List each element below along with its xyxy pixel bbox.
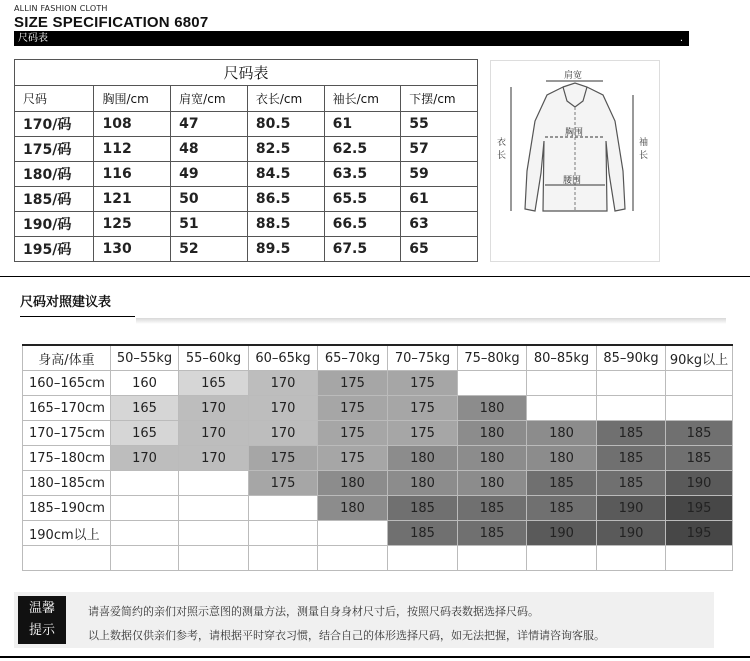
size-table-cell: 185/码 bbox=[15, 187, 94, 212]
size-table-caption: 尺码表 bbox=[15, 60, 478, 86]
empty-cell bbox=[458, 546, 527, 571]
recommendation-row bbox=[23, 446, 733, 471]
size-table bbox=[14, 59, 478, 262]
recommended-size-cell: 180 bbox=[318, 496, 388, 521]
size-table-cell: 55 bbox=[401, 112, 478, 137]
recommended-size-cell: 175 bbox=[388, 396, 458, 421]
recommended-size-cell: 170 bbox=[179, 396, 249, 421]
tip-line-1: 请喜爱简约的亲们对照示意图的测量方法，测量自身身材尺寸后，按照尺码表数据选择尺码。 bbox=[88, 605, 539, 618]
recommended-size-cell bbox=[111, 521, 179, 546]
size-table-cell: 50 bbox=[171, 187, 248, 212]
empty-cell bbox=[666, 546, 733, 571]
recommended-size-cell bbox=[527, 396, 597, 421]
recommended-size-cell: 170 bbox=[179, 421, 249, 446]
size-table-column-header: 尺码 bbox=[15, 86, 94, 112]
size-table-cell: 62.5 bbox=[324, 137, 401, 162]
tip-line-2: 以上数据仅供亲们参考，请根据平时穿衣习惯，结合自己的体形选择尺码，如无法把握，详情请咨询客服。 bbox=[88, 629, 605, 642]
size-table-column-header: 衣长/cm bbox=[247, 86, 324, 112]
size-table-cell: 61 bbox=[324, 112, 401, 137]
recommended-size-cell: 170 bbox=[111, 446, 179, 471]
recommendation-row bbox=[23, 396, 733, 421]
recommended-size-cell: 180 bbox=[527, 421, 597, 446]
size-table-cell: 63 bbox=[401, 212, 478, 237]
section-divider bbox=[0, 276, 750, 277]
recommended-size-cell: 165 bbox=[111, 421, 179, 446]
size-table-column-header: 袖长/cm bbox=[324, 86, 401, 112]
size-table-cell: 59 bbox=[401, 162, 478, 187]
empty-cell bbox=[179, 546, 249, 571]
recommended-size-cell: 175 bbox=[249, 446, 318, 471]
size-table-cell: 190/码 bbox=[15, 212, 94, 237]
recommended-size-cell: 175 bbox=[249, 471, 318, 496]
recommended-size-cell: 185 bbox=[666, 421, 733, 446]
size-table-cell: 180/码 bbox=[15, 162, 94, 187]
recommended-size-cell bbox=[111, 496, 179, 521]
recommendation-row-empty bbox=[23, 546, 733, 571]
size-table-cell: 65.5 bbox=[324, 187, 401, 212]
recommended-size-cell: 185 bbox=[527, 496, 597, 521]
page-title: SIZE SPECIFICATION 6807 bbox=[14, 14, 209, 31]
size-table-cell: 49 bbox=[171, 162, 248, 187]
size-table-cell: 170/码 bbox=[15, 112, 94, 137]
size-table-cell: 52 bbox=[171, 237, 248, 262]
recommended-size-cell bbox=[179, 521, 249, 546]
recommendation-title: 尺码对照建议表 bbox=[20, 295, 112, 310]
tips-badge bbox=[18, 596, 66, 644]
garment-diagram bbox=[490, 60, 660, 262]
recommended-size-cell: 160 bbox=[111, 371, 179, 396]
size-table-row bbox=[15, 112, 478, 137]
recommended-size-cell bbox=[666, 396, 733, 421]
recommended-size-cell: 185 bbox=[458, 521, 527, 546]
weight-header: 80–85kg bbox=[527, 345, 597, 371]
recommended-size-cell bbox=[249, 496, 318, 521]
recommended-size-cell: 180 bbox=[458, 446, 527, 471]
size-table-cell: 130 bbox=[94, 237, 171, 262]
size-table-cell: 108 bbox=[94, 112, 171, 137]
size-table-header bbox=[15, 86, 478, 112]
size-table-column-header: 肩宽/cm bbox=[171, 86, 248, 112]
recommended-size-cell bbox=[249, 521, 318, 546]
size-table-cell: 116 bbox=[94, 162, 171, 187]
weight-header: 55–60kg bbox=[179, 345, 249, 371]
tips-badge-line-2: 提示 bbox=[28, 623, 55, 638]
size-table-cell: 86.5 bbox=[247, 187, 324, 212]
size-table-cell: 67.5 bbox=[324, 237, 401, 262]
empty-cell bbox=[249, 546, 318, 571]
sleeve-label-1: 袖 bbox=[639, 138, 649, 148]
recommended-size-cell: 175 bbox=[388, 371, 458, 396]
recommended-size-cell: 190 bbox=[597, 521, 666, 546]
recommended-size-cell: 185 bbox=[597, 471, 666, 496]
recommendation-corner: 身高/体重 bbox=[23, 345, 111, 371]
recommendation-shadow bbox=[136, 318, 726, 324]
size-table-cell: 61 bbox=[401, 187, 478, 212]
brand-name: ALLIN FASHION CLOTH bbox=[14, 4, 108, 13]
recommended-size-cell: 190 bbox=[597, 496, 666, 521]
recommended-size-cell bbox=[666, 371, 733, 396]
height-label: 160–165cm bbox=[23, 371, 111, 396]
recommendation-row bbox=[23, 521, 733, 546]
recommended-size-cell: 175 bbox=[318, 421, 388, 446]
recommended-size-cell: 165 bbox=[111, 396, 179, 421]
waist-label: 腰围 bbox=[563, 176, 582, 186]
recommended-size-cell: 170 bbox=[249, 371, 318, 396]
height-label: 185–190cm bbox=[23, 496, 111, 521]
size-table-cell: 175/码 bbox=[15, 137, 94, 162]
recommended-size-cell: 185 bbox=[388, 496, 458, 521]
height-label: 165–170cm bbox=[23, 396, 111, 421]
size-table-cell: 51 bbox=[171, 212, 248, 237]
recommended-size-cell: 195 bbox=[666, 496, 733, 521]
recommended-size-cell: 180 bbox=[318, 471, 388, 496]
recommended-size-cell: 180 bbox=[458, 421, 527, 446]
recommended-size-cell: 175 bbox=[388, 421, 458, 446]
weight-header: 50–55kg bbox=[111, 345, 179, 371]
recommended-size-cell bbox=[527, 371, 597, 396]
height-label: 190cm以上 bbox=[23, 521, 111, 546]
jacket-illustration bbox=[491, 61, 659, 261]
length-label-2: 长 bbox=[497, 151, 507, 161]
recommendation-row bbox=[23, 496, 733, 521]
recommended-size-cell: 185 bbox=[597, 446, 666, 471]
section-bar bbox=[14, 32, 689, 46]
recommended-size-cell: 185 bbox=[666, 446, 733, 471]
weight-header: 60–65kg bbox=[249, 345, 318, 371]
recommendation-row bbox=[23, 371, 733, 396]
size-table-cell: 88.5 bbox=[247, 212, 324, 237]
size-table-row bbox=[15, 137, 478, 162]
section-bar-label: 尺码表 bbox=[18, 33, 48, 44]
sleeve-label-2: 长 bbox=[639, 151, 649, 161]
size-table-row bbox=[15, 212, 478, 237]
recommendation-underline bbox=[20, 316, 135, 317]
size-table-cell: 121 bbox=[94, 187, 171, 212]
recommended-size-cell: 190 bbox=[527, 521, 597, 546]
empty-cell bbox=[23, 546, 111, 571]
empty-cell bbox=[527, 546, 597, 571]
size-table-row bbox=[15, 162, 478, 187]
section-bar-dot: . bbox=[679, 33, 683, 44]
recommended-size-cell bbox=[318, 521, 388, 546]
recommended-size-cell: 180 bbox=[388, 446, 458, 471]
recommended-size-cell bbox=[597, 396, 666, 421]
size-table-cell: 89.5 bbox=[247, 237, 324, 262]
height-label: 180–185cm bbox=[23, 471, 111, 496]
recommended-size-cell: 180 bbox=[458, 471, 527, 496]
recommendation-header bbox=[23, 345, 733, 371]
recommended-size-cell: 175 bbox=[318, 446, 388, 471]
weight-header: 75–80kg bbox=[458, 345, 527, 371]
recommended-size-cell: 175 bbox=[318, 371, 388, 396]
size-table-cell: 82.5 bbox=[247, 137, 324, 162]
empty-cell bbox=[597, 546, 666, 571]
size-table-row bbox=[15, 237, 478, 262]
recommended-size-cell: 170 bbox=[179, 446, 249, 471]
weight-header: 70–75kg bbox=[388, 345, 458, 371]
size-table-column-header: 下摆/cm bbox=[401, 86, 478, 112]
empty-cell bbox=[111, 546, 179, 571]
weight-header: 90kg以上 bbox=[666, 345, 733, 371]
recommended-size-cell: 170 bbox=[249, 396, 318, 421]
height-label: 175–180cm bbox=[23, 446, 111, 471]
recommended-size-cell: 185 bbox=[458, 496, 527, 521]
shoulder-label: 肩宽 bbox=[564, 71, 583, 81]
size-table-column-header: 胸围/cm bbox=[94, 86, 171, 112]
recommended-size-cell: 180 bbox=[527, 446, 597, 471]
recommended-size-cell: 165 bbox=[179, 371, 249, 396]
size-table-cell: 80.5 bbox=[247, 112, 324, 137]
size-table-cell: 65 bbox=[401, 237, 478, 262]
size-table-cell: 66.5 bbox=[324, 212, 401, 237]
size-table-row bbox=[15, 187, 478, 212]
empty-cell bbox=[388, 546, 458, 571]
weight-header: 65–70kg bbox=[318, 345, 388, 371]
recommended-size-cell: 190 bbox=[666, 471, 733, 496]
bottom-rule bbox=[0, 656, 750, 658]
size-table-cell: 112 bbox=[94, 137, 171, 162]
recommended-size-cell bbox=[179, 496, 249, 521]
size-table-cell: 48 bbox=[171, 137, 248, 162]
recommended-size-cell bbox=[458, 371, 527, 396]
tips-badge-line-1: 温馨 bbox=[28, 601, 55, 616]
size-table-cell: 125 bbox=[94, 212, 171, 237]
chest-label: 胸围 bbox=[565, 128, 584, 138]
recommended-size-cell: 180 bbox=[388, 471, 458, 496]
size-table-cell: 195/码 bbox=[15, 237, 94, 262]
recommended-size-cell: 185 bbox=[527, 471, 597, 496]
recommended-size-cell bbox=[111, 471, 179, 496]
recommendation-row bbox=[23, 471, 733, 496]
recommended-size-cell: 180 bbox=[458, 396, 527, 421]
recommended-size-cell: 185 bbox=[597, 421, 666, 446]
weight-header: 85–90kg bbox=[597, 345, 666, 371]
size-table-cell: 47 bbox=[171, 112, 248, 137]
length-label-1: 衣 bbox=[497, 138, 507, 148]
recommended-size-cell: 185 bbox=[388, 521, 458, 546]
size-table-cell: 84.5 bbox=[247, 162, 324, 187]
size-table-cell: 57 bbox=[401, 137, 478, 162]
height-label: 170–175cm bbox=[23, 421, 111, 446]
recommended-size-cell: 195 bbox=[666, 521, 733, 546]
recommended-size-cell: 170 bbox=[249, 421, 318, 446]
recommended-size-cell bbox=[179, 471, 249, 496]
recommendation-row bbox=[23, 421, 733, 446]
recommended-size-cell: 175 bbox=[318, 396, 388, 421]
size-table-cell: 63.5 bbox=[324, 162, 401, 187]
recommended-size-cell bbox=[597, 371, 666, 396]
size-recommendation-table bbox=[22, 344, 733, 571]
empty-cell bbox=[318, 546, 388, 571]
